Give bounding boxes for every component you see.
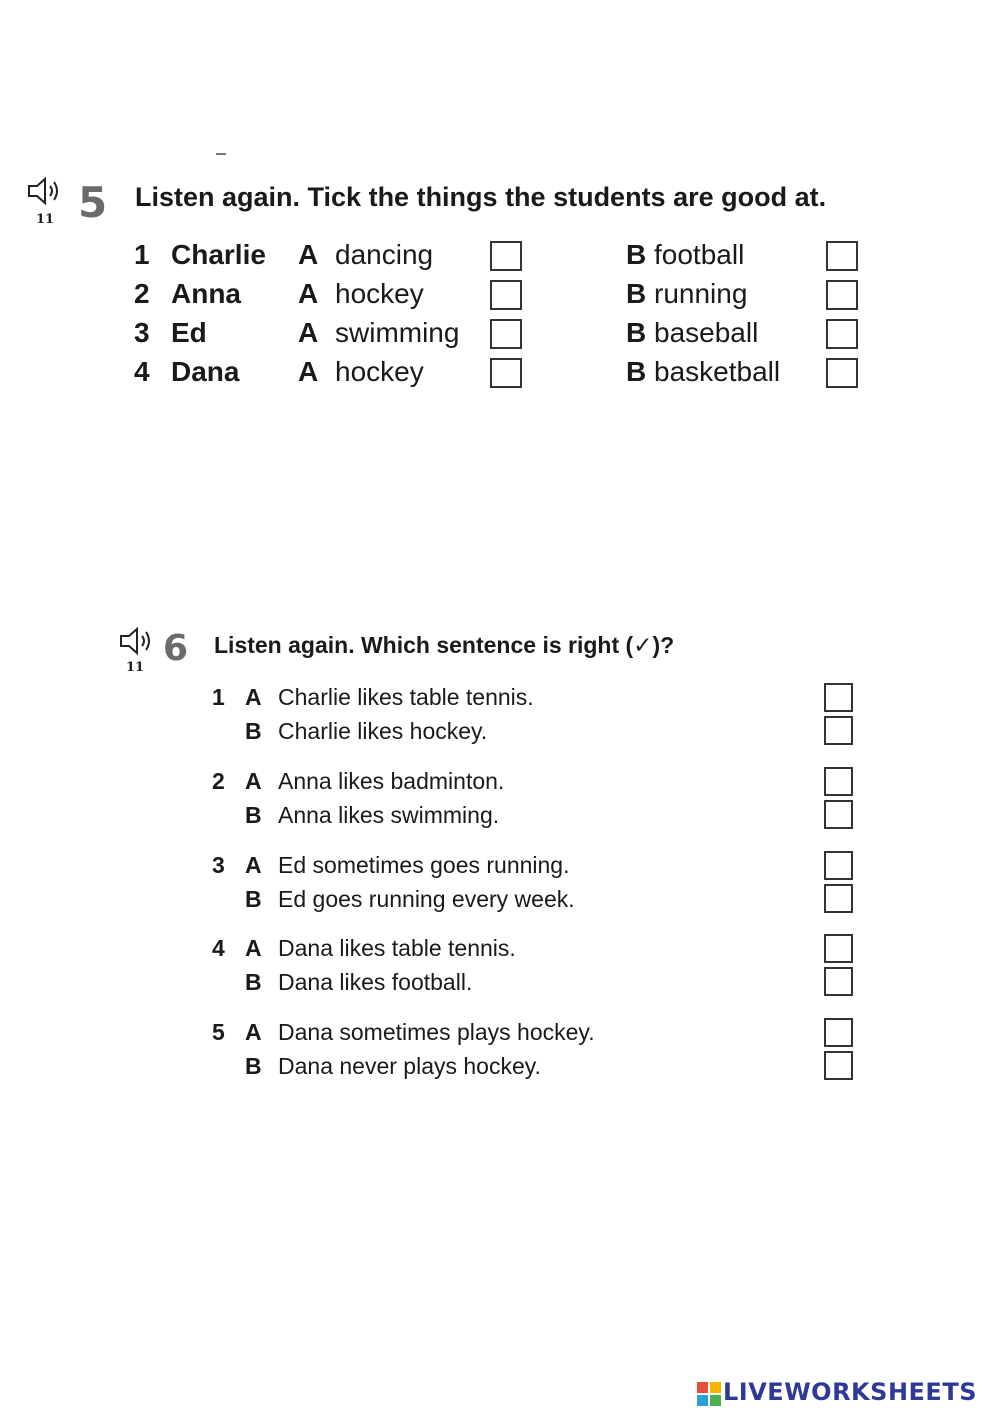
track-number: 11 bbox=[126, 660, 145, 675]
audio-speaker-icon[interactable] bbox=[26, 176, 66, 206]
sentence-a: Ed sometimes goes running. bbox=[278, 852, 570, 878]
row-number: 2 bbox=[134, 278, 150, 309]
checkbox-sentence-a[interactable] bbox=[824, 934, 853, 963]
tick-row bbox=[0, 238, 1000, 272]
sentence-a: Dana likes table tennis. bbox=[278, 935, 516, 961]
option-b-letter: B bbox=[245, 886, 262, 912]
option-b-letter: B bbox=[245, 969, 262, 995]
checkbox-option-a[interactable] bbox=[490, 280, 522, 310]
sentence-a: Dana sometimes plays hockey. bbox=[278, 1019, 595, 1045]
checkbox-option-a[interactable] bbox=[490, 319, 522, 349]
exercise-instruction: Listen again. Which sentence is right (✓)? bbox=[214, 632, 675, 658]
checkbox-sentence-b[interactable] bbox=[824, 800, 853, 829]
sentence-a: Anna likes badminton. bbox=[278, 768, 505, 794]
option-b-text: baseball bbox=[654, 317, 759, 348]
tick-row bbox=[0, 277, 1000, 311]
checkbox-option-a[interactable] bbox=[490, 241, 522, 271]
row-number: 3 bbox=[134, 317, 150, 348]
checkbox-option-b[interactable] bbox=[826, 358, 858, 388]
sentence-b: Anna likes swimming. bbox=[278, 802, 500, 828]
logo-text-left: LIVEWORK bbox=[723, 1378, 871, 1406]
item-number: 4 bbox=[212, 935, 225, 961]
item-number: 1 bbox=[212, 684, 225, 710]
scan-mark bbox=[216, 153, 226, 155]
tick-row bbox=[0, 355, 1000, 389]
option-a-letter: A bbox=[298, 278, 319, 309]
option-b-letter: B bbox=[626, 239, 647, 270]
sentence-b: Dana never plays hockey. bbox=[278, 1053, 541, 1079]
checkbox-sentence-b[interactable] bbox=[824, 716, 853, 745]
option-b-letter: B bbox=[245, 802, 262, 828]
option-a-letter: A bbox=[245, 935, 262, 961]
option-a-letter: A bbox=[245, 1019, 262, 1045]
checkbox-sentence-a[interactable] bbox=[824, 767, 853, 796]
sentence-b: Charlie likes hockey. bbox=[278, 718, 488, 744]
option-a-text: dancing bbox=[335, 239, 434, 270]
row-number: 1 bbox=[134, 239, 150, 270]
checkbox-option-a[interactable] bbox=[490, 358, 522, 388]
checkbox-option-b[interactable] bbox=[826, 241, 858, 271]
option-b-letter: B bbox=[626, 278, 647, 309]
student-name: Ed bbox=[171, 317, 207, 348]
option-a-letter: A bbox=[245, 684, 262, 710]
option-a-letter: A bbox=[245, 768, 262, 794]
option-b-letter: B bbox=[626, 356, 647, 387]
option-a-letter: A bbox=[298, 239, 319, 270]
item-number: 5 bbox=[212, 1019, 225, 1045]
exercise-number: 6 bbox=[163, 628, 189, 669]
student-name: Charlie bbox=[171, 239, 266, 270]
option-a-text: swimming bbox=[335, 317, 460, 348]
option-b-text: running bbox=[654, 278, 748, 309]
exercise-instruction: Listen again. Tick the things the students are good at. bbox=[135, 182, 827, 212]
checkbox-sentence-b[interactable] bbox=[824, 1051, 853, 1080]
row-number: 4 bbox=[134, 356, 150, 387]
student-name: Anna bbox=[171, 278, 241, 309]
logo-grid-icon bbox=[697, 1382, 721, 1406]
option-b-text: basketball bbox=[654, 356, 781, 387]
sentence-b: Ed goes running every week. bbox=[278, 886, 575, 912]
item-number: 3 bbox=[212, 852, 225, 878]
sentence-a: Charlie likes table tennis. bbox=[278, 684, 534, 710]
option-b-text: football bbox=[654, 239, 745, 270]
checkbox-sentence-a[interactable] bbox=[824, 851, 853, 880]
checkbox-option-b[interactable] bbox=[826, 280, 858, 310]
track-number: 11 bbox=[36, 212, 55, 227]
option-a-letter: A bbox=[298, 317, 319, 348]
tick-row bbox=[0, 316, 1000, 350]
option-b-letter: B bbox=[245, 718, 262, 744]
option-a-letter: A bbox=[245, 852, 262, 878]
exercise-number: 5 bbox=[78, 178, 108, 227]
checkbox-sentence-a[interactable] bbox=[824, 683, 853, 712]
option-a-text: hockey bbox=[335, 356, 424, 387]
audio-speaker-icon[interactable] bbox=[118, 626, 158, 656]
student-name: Dana bbox=[171, 356, 240, 387]
checkbox-sentence-a[interactable] bbox=[824, 1018, 853, 1047]
checkbox-sentence-b[interactable] bbox=[824, 967, 853, 996]
item-number: 2 bbox=[212, 768, 225, 794]
option-a-text: hockey bbox=[335, 278, 424, 309]
checkbox-option-b[interactable] bbox=[826, 319, 858, 349]
logo-text-right: SHEETS bbox=[870, 1378, 977, 1406]
option-a-letter: A bbox=[298, 356, 319, 387]
option-b-letter: B bbox=[245, 1053, 262, 1079]
option-b-letter: B bbox=[626, 317, 647, 348]
checkbox-sentence-b[interactable] bbox=[824, 884, 853, 913]
sentence-b: Dana likes football. bbox=[278, 969, 473, 995]
liveworksheets-logo bbox=[697, 1378, 977, 1406]
